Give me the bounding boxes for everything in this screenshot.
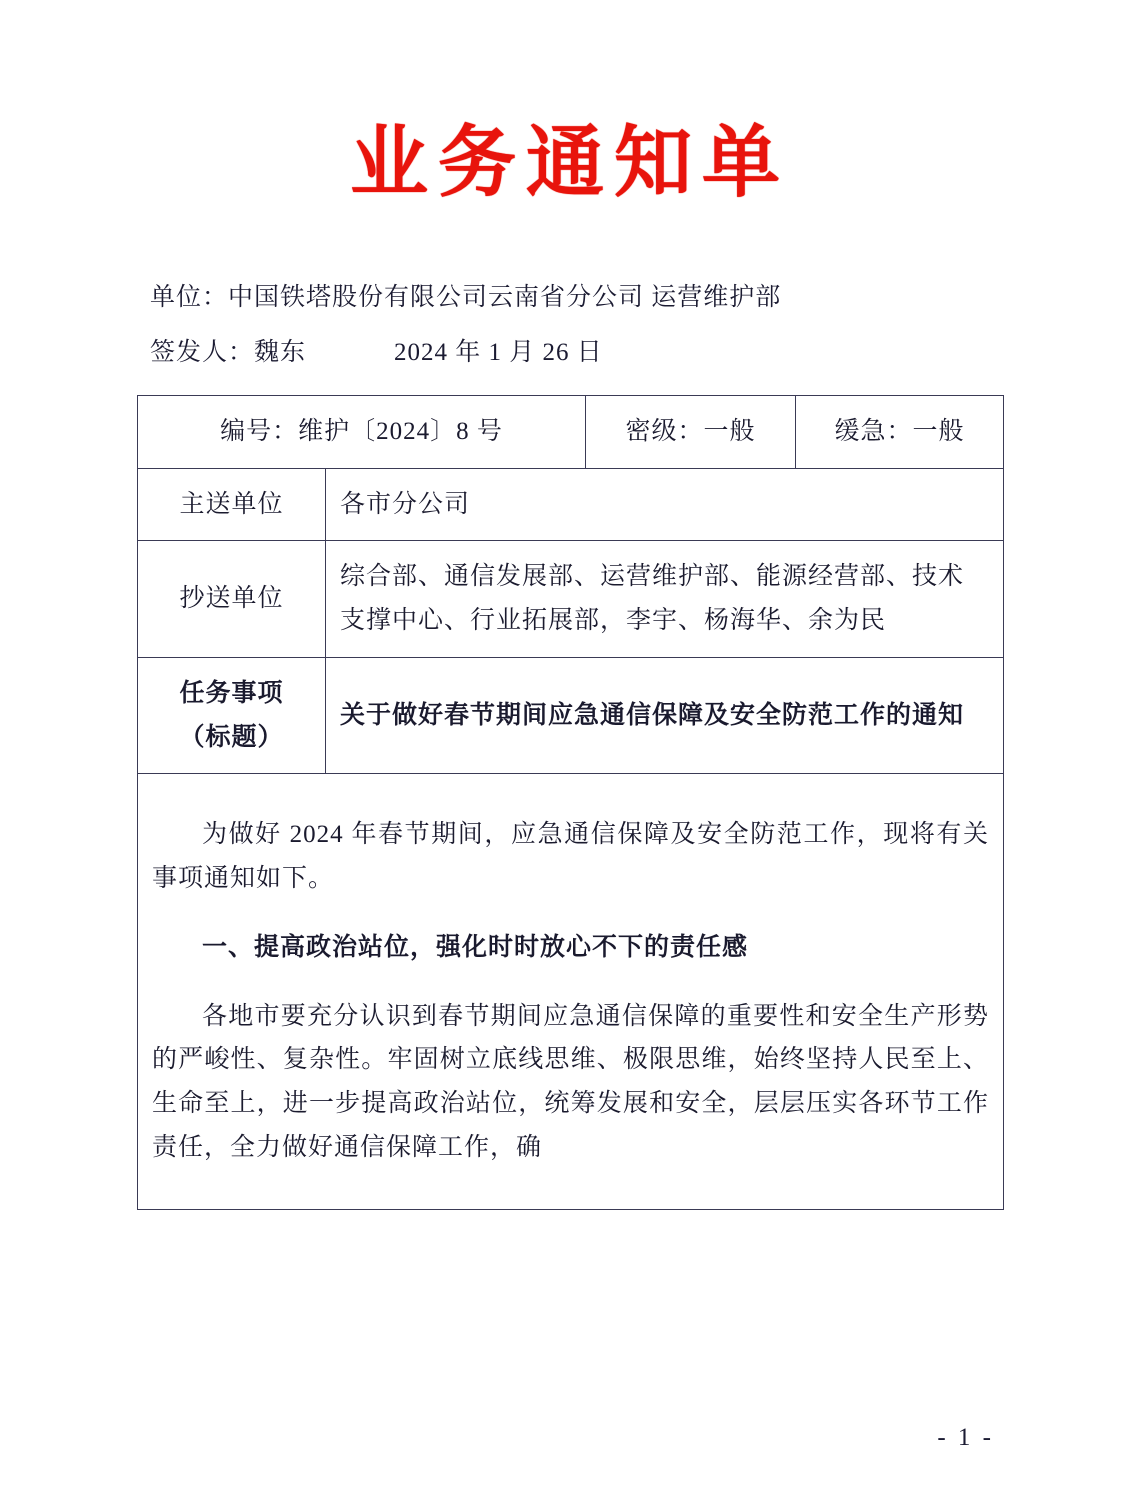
cell-task-title: 关于做好春节期间应急通信保障及安全防范工作的通知 [326, 657, 1004, 774]
table-row [138, 774, 1004, 1209]
body-heading-1: 一、提高政治站位，强化时时放心不下的责任感 [202, 933, 749, 961]
meta-row-unit [150, 284, 1140, 312]
meta-row-issuer [150, 339, 1140, 367]
table-row [138, 468, 1004, 541]
cell-main-recipient-value: 各市分公司 [326, 468, 1004, 541]
body-paragraph-1: 为做好 2024 年春节期间，应急通信保障及安全防范工作，现将有关事项通知如下。 [152, 821, 990, 893]
task-label-sub: （标题） [179, 723, 284, 751]
page-title: 业务通知单 [349, 119, 790, 206]
table-row [138, 657, 1004, 774]
cell-urgency-level: 缓急：一般 [796, 395, 1004, 468]
issuer-value: 魏东 [254, 339, 307, 367]
notice-table [137, 395, 1004, 1210]
table-row [138, 395, 1004, 468]
cell-task-label [138, 657, 326, 774]
document-meta [0, 284, 1140, 367]
cell-document-number: 编号：维护〔2024〕8 号 [138, 395, 586, 468]
cell-cc-label: 抄送单位 [138, 541, 326, 658]
issue-date: 2024 年 1 月 26 日 [394, 339, 603, 367]
cell-body-text [138, 774, 1004, 1209]
body-paragraph-2: 各地市要充分认识到春节期间应急通信保障的重要性和安全生产形势的严峻性、复杂性。牢固树立底线思维、极限思维，始终坚持人民至上、生命至上，进一步提高政治站位，统筹发展和安全，层层压实各环节工作责任，全力做好通信保障工作，确 [152, 1002, 990, 1161]
cell-secrecy-level: 密级：一般 [586, 395, 796, 468]
unit-value: 中国铁塔股份有限公司云南省分公司 运营维护部 [228, 283, 782, 311]
issuer-label: 签发人： [150, 339, 255, 367]
task-label-main: 任务事项 [179, 679, 284, 707]
cell-main-recipient-label: 主送单位 [138, 468, 326, 541]
table-row [138, 541, 1004, 658]
cell-cc-value: 综合部、通信发展部、运营维护部、能源经营部、技术支撑中心、行业拓展部，李宇、杨海华、余为民 [326, 541, 1004, 658]
page-number: - 1 - [937, 1424, 994, 1451]
unit-label: 单位： [150, 283, 229, 311]
